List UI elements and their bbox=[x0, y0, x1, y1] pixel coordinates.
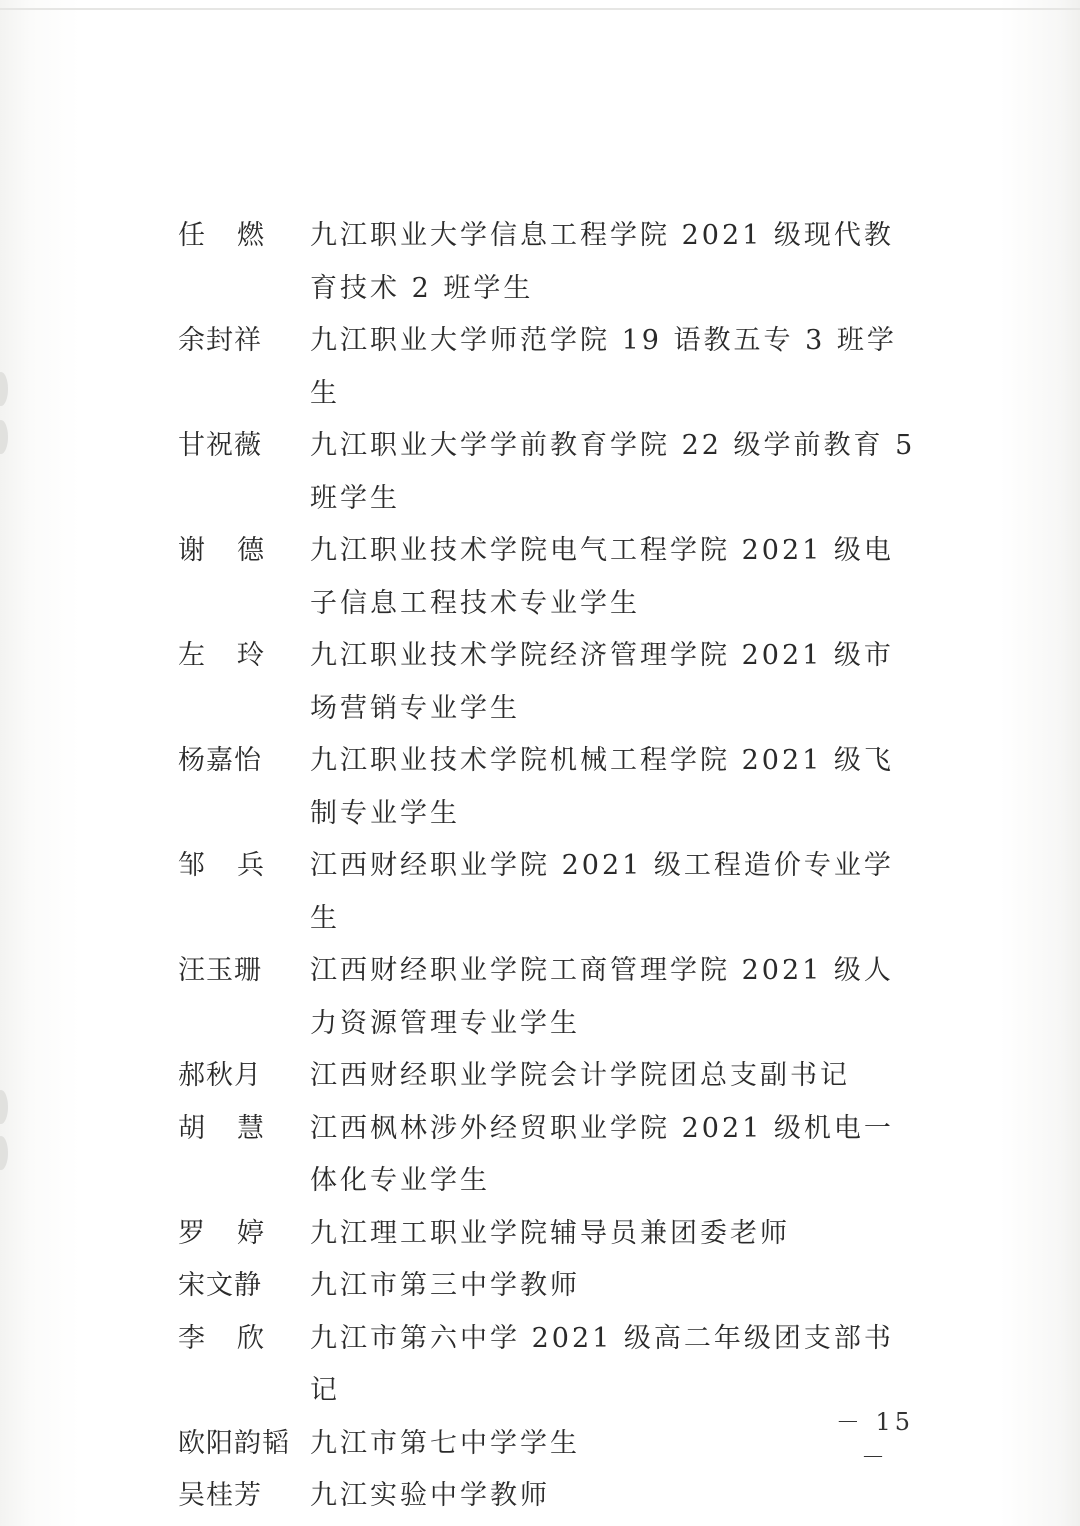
list-item bbox=[178, 525, 918, 630]
scan-edge-line bbox=[0, 8, 1080, 10]
person-name: 余封祥 bbox=[178, 325, 262, 356]
person-name: 欧阳韵韬 bbox=[178, 1427, 290, 1459]
person-name: 吴桂芳 bbox=[178, 1480, 262, 1511]
person-name: 宋文静 bbox=[178, 1270, 262, 1301]
person-name bbox=[178, 525, 264, 578]
list-item bbox=[178, 1208, 918, 1261]
person-description: 九江理工职业学院辅导员兼团委老师 bbox=[310, 1217, 790, 1249]
name-char: 德 bbox=[237, 535, 264, 566]
name-char: 胡 bbox=[178, 1112, 205, 1144]
name-list bbox=[178, 210, 918, 1523]
name-char: 罗 bbox=[178, 1217, 205, 1249]
list-item bbox=[178, 1050, 918, 1103]
name-char: 李 bbox=[178, 1322, 205, 1354]
name-char: 兵 bbox=[237, 850, 264, 881]
list-item bbox=[178, 1470, 918, 1523]
list-item bbox=[178, 840, 918, 945]
person-description: 九江市第七中学学生 bbox=[310, 1427, 580, 1459]
name-char: 婷 bbox=[237, 1217, 264, 1249]
list-item bbox=[178, 735, 918, 840]
person-description: 九江职业大学信息工程学院 2021 级现代教育技术 2 班学生 bbox=[310, 220, 894, 304]
list-item bbox=[178, 315, 918, 420]
person-description: 九江实验中学教师 bbox=[310, 1480, 550, 1511]
binding-hole bbox=[0, 1090, 8, 1124]
list-item bbox=[178, 1313, 918, 1418]
person-description: 九江职业技术学院电气工程学院 2021 级电子信息工程技术专业学生 bbox=[310, 535, 894, 619]
binding-hole bbox=[0, 1136, 8, 1170]
person-name bbox=[178, 630, 264, 683]
name-char: 玲 bbox=[237, 640, 264, 671]
list-item bbox=[178, 945, 918, 1050]
person-description: 九江市第六中学 2021 级高二年级团支部书记 bbox=[310, 1322, 894, 1406]
list-item bbox=[178, 1260, 918, 1313]
person-description: 江西财经职业学院会计学院团总支副书记 bbox=[310, 1060, 850, 1091]
person-name bbox=[178, 840, 264, 893]
name-char: 左 bbox=[178, 640, 205, 671]
name-char: 邹 bbox=[178, 850, 205, 881]
list-item bbox=[178, 1418, 918, 1471]
name-char: 慧 bbox=[237, 1112, 264, 1144]
person-description: 江西财经职业学院 2021 级工程造价专业学生 bbox=[310, 850, 894, 934]
list-item bbox=[178, 210, 918, 315]
page-number: － 15 － bbox=[835, 1408, 915, 1471]
name-char: 燃 bbox=[237, 220, 264, 251]
name-char: 任 bbox=[178, 220, 205, 251]
person-name bbox=[178, 1208, 264, 1261]
person-description: 九江职业技术学院机械工程学院 2021 级飞制专业学生 bbox=[310, 745, 894, 829]
name-char: 谢 bbox=[178, 535, 205, 566]
person-description: 九江职业大学学前教育学院 22 级学前教育 5 班学生 bbox=[310, 430, 916, 514]
person-name: 郝秋月 bbox=[178, 1060, 262, 1091]
list-item bbox=[178, 420, 918, 525]
person-name bbox=[178, 210, 264, 263]
list-item bbox=[178, 630, 918, 735]
person-name: 杨嘉怡 bbox=[178, 745, 262, 776]
person-description: 江西财经职业学院工商管理学院 2021 级人力资源管理专业学生 bbox=[310, 955, 894, 1039]
binding-hole bbox=[0, 420, 8, 454]
list-item bbox=[178, 1103, 918, 1208]
person-name bbox=[178, 1103, 264, 1156]
binding-hole bbox=[0, 372, 8, 406]
person-name: 甘祝薇 bbox=[178, 430, 262, 461]
person-name bbox=[178, 1313, 264, 1366]
person-description: 九江市第三中学教师 bbox=[310, 1270, 580, 1301]
person-name: 汪玉珊 bbox=[178, 955, 262, 986]
name-char: 欣 bbox=[237, 1322, 264, 1354]
person-description: 九江职业大学师范学院 19 语教五专 3 班学生 bbox=[310, 325, 897, 409]
person-description: 九江职业技术学院经济管理学院 2021 级市场营销专业学生 bbox=[310, 640, 894, 724]
person-description: 江西枫林涉外经贸职业学院 2021 级机电一体化专业学生 bbox=[310, 1112, 894, 1196]
